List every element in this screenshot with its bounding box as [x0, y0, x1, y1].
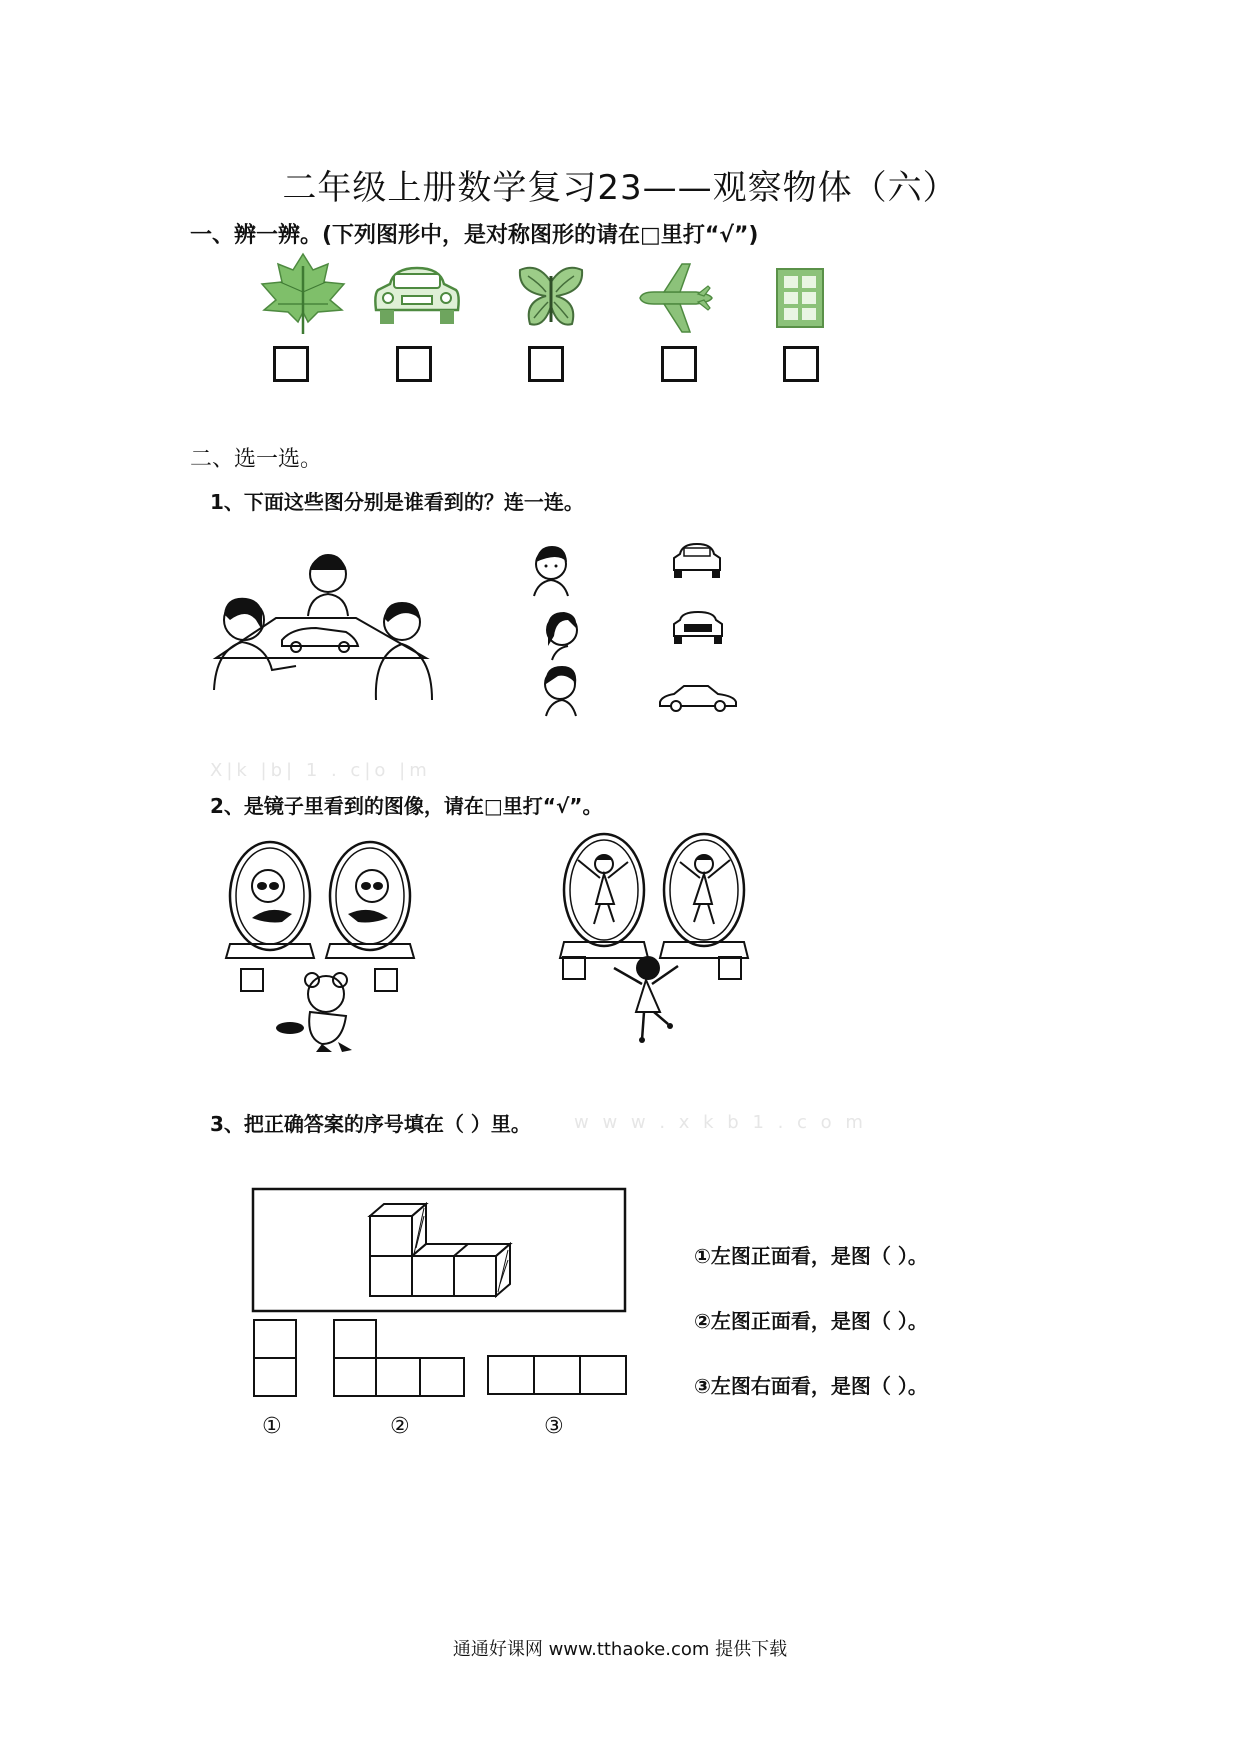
panda-figure [276, 972, 366, 1052]
airplane-icon [638, 262, 714, 334]
figure-option-2 [332, 1318, 466, 1398]
children-table-illustration [196, 550, 436, 720]
girl-mirror-right [656, 830, 752, 960]
car-front-icon [372, 262, 462, 330]
cube-stack-figure [252, 1188, 628, 1314]
answer-option-3[interactable]: ③左图右面看，是图（ ）。 [694, 1374, 928, 1398]
panda-mirror-left [222, 840, 318, 958]
figure-option-3 [486, 1354, 628, 1396]
section1-heading: 一、辨一辨。(下列图形中，是对称图形的请在□里打“√”) [190, 223, 759, 248]
car-side-view-icon [658, 682, 738, 714]
answer-option-1[interactable]: ①左图正面看，是图（ ）。 [694, 1244, 928, 1268]
figure-label-1: ① [262, 1414, 282, 1439]
question-3: 3、把正确答案的序号填在（ ）里。 [210, 1112, 531, 1136]
leaf-icon [258, 252, 348, 334]
section2-heading: 二、选一选。 [190, 447, 323, 472]
figure-label-2: ② [390, 1414, 410, 1439]
panda-mirror-right [322, 840, 418, 958]
girl-side-head-icon [538, 606, 584, 660]
footer-text: 通通好课网 www.tthaoke.com 提供下载 [452, 1639, 788, 1660]
checkbox-airplane[interactable] [661, 346, 697, 382]
checkbox-leaf[interactable] [273, 346, 309, 382]
boy-front-head-icon [528, 540, 574, 596]
girl-mirror-left [556, 830, 652, 960]
figure-label-3: ③ [544, 1414, 564, 1439]
checkbox-girl-left[interactable] [562, 956, 586, 980]
figure-option-1 [252, 1318, 298, 1398]
answer-option-2[interactable]: ②左图正面看，是图（ ）。 [694, 1309, 928, 1333]
car-front-view-2-icon [670, 608, 726, 646]
checkbox-window[interactable] [783, 346, 819, 382]
car-front-view-icon [670, 540, 724, 580]
checkbox-girl-right[interactable] [718, 956, 742, 980]
checkbox-butterfly[interactable] [528, 346, 564, 382]
watermark-1: X|k |b| 1 . c|o |m [210, 760, 431, 781]
question-2: 2、是镜子里看到的图像，请在□里打“√”。 [210, 794, 603, 818]
window-icon [776, 268, 824, 328]
checkbox-panda-right[interactable] [374, 968, 398, 992]
question-1: 1、下面这些图分别是谁看到的？连一连。 [210, 490, 584, 514]
page-title: 二年级上册数学复习23——观察物体（六） [282, 168, 958, 208]
watermark-2: w w w . x k b 1 . c o m [574, 1112, 867, 1133]
checkbox-car[interactable] [396, 346, 432, 382]
checkbox-panda-left[interactable] [240, 968, 264, 992]
boy-side-head-icon [538, 660, 584, 716]
butterfly-icon [518, 262, 584, 332]
girl-figure [606, 954, 686, 1044]
